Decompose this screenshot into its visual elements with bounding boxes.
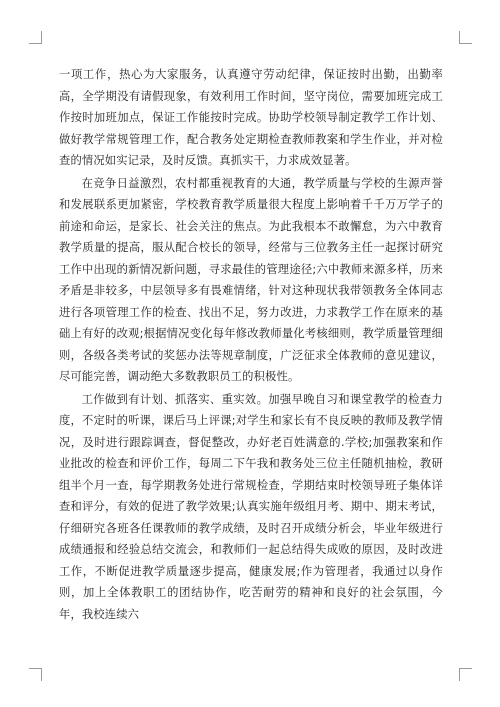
paragraph-2: 在竞争日益激烈，农村都重视教育的大通，教学质量与学校的生源声誉和发展联系更加紧密，学校教育教学质量很大程度上影响着千千万万学子的前途和命运，是家长、社会关注的焦点。为此我根本不敢懈怠，为六中教育教学质量的提高，服从配合校长的领导，经常与三位教务主任一起探讨研究工作中出现的新情况新问题，寻求最佳的管理途径;六中教师来源多样，历来矛盾是非较多，中层领导多有畏难情绪，针对这种现状我带领教务全体同志进行各项管理工作的检查、找出不足，努力改进，力求教学工作在原来的基础上有好的改观;根据情况变化每年修改教师量化考核细则，教学质量管理细则，各级各类考试的奖惩办法等规章制度，广泛征求全体教师的意见建议，尽可能完善，调动绝大多数教职员工的积极性。 [59, 176, 443, 383]
crop-mark-bottom-left [29, 668, 42, 681]
document-body [59, 64, 443, 625]
crop-mark-top-right [459, 31, 472, 44]
paragraph-1: 一项工作，热心为大家服务，认真遵守劳动纪律，保证按时出勤，出勤率高，全学期没有请假现象，有效利用工作时间，坚守岗位，需要加班完成工作按时加班加点，保证工作能按时完成。协助学校领导制定教学工作计划、做好教学常规管理工作，配合教务处定期检查教师教案和学生作业，并对检查的情况如实记录，及时反馈。真抓实干，力求成效显著。 [59, 68, 443, 167]
crop-mark-bottom-right [459, 668, 472, 681]
crop-mark-top-left [29, 31, 42, 44]
paragraph-3: 工作做到有计划、抓落实、重实效。加强早晚自习和课堂教学的检查力度，不定时的听课，课后马上评课;对学生和家长有不良反映的教师及教学情况，及时进行跟踪调查，督促整改，办好老百姓满意的.学校;加强教案和作业批改的检查和评价工作，每周二下午我和教务处三位主任随机抽检，教研组半个月一查，每学期教务处进行常规检查，学期结束时校领导班子集体详查和评分，有效的促进了教学效果;认真实施年级组月考、期中、期末考试，仔细研究各班各任课教师的教学成绩，及时召开成绩分析会，毕业年级进行成绩通报和经验总结交流会，和教师们一起总结得失成败的原因，及时改进工作，不断促进教学质量逐步提高，健康发展;作为管理者，我通过以身作则，加上全体教职工的团结协作，吃苦耐劳的精神和良好的社会氛围，今年，我校连续六 [59, 392, 443, 621]
